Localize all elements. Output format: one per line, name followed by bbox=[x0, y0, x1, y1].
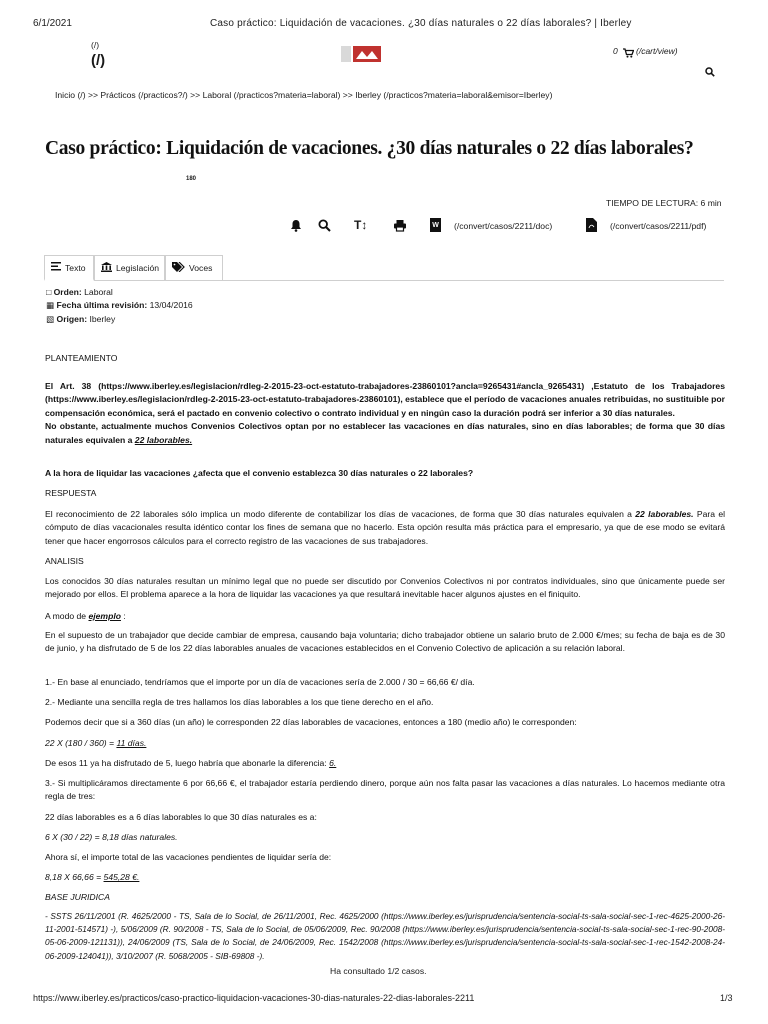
tab-texto[interactable] bbox=[44, 255, 94, 281]
analisis-text: Los conocidos 30 días naturales resultan un mínimo legal que no puede ser discutido por Convenios Colectivos ni por contratos individuales, sino que únicamente puede ser mejorado por ellos. El problema aparece a la hora de liquidar las vacaciones ya que resultará inevitable hacer algunos ajustes en el finiquito. bbox=[45, 576, 725, 600]
view-count: 180 bbox=[186, 176, 197, 182]
planteamiento-p2: No obstante, actualmente muchos Convenios Colectivos optan por no establecer las vacaciones en días naturales, sino en días laborables; de forma que 30 días naturales equivalen a bbox=[45, 421, 725, 445]
tags-icon bbox=[172, 262, 185, 274]
step-2-detail: Podemos decir que si a 360 días (un año) le corresponden 22 días laborables de vacaciones, entonces a 180 (medio año) le corresponden: bbox=[45, 717, 577, 727]
fecha-label: Fecha última revisión: bbox=[56, 300, 148, 310]
step-2: 2.- Mediante una sencilla regla de tres hallamos los días laborables a los que tiene derecho en el año. bbox=[45, 697, 434, 707]
cart-count: 0 bbox=[613, 46, 618, 56]
tab-voces[interactable] bbox=[165, 255, 223, 281]
page-title: Caso práctico: Liquidación de vacaciones. ¿30 días naturales o 22 días laborales? bbox=[45, 138, 694, 159]
print-footer-url: https://www.iberley.es/practicos/caso-practico-liquidacion-vacaciones-30-dias-naturales-22-dias-laborales-2211 bbox=[33, 993, 475, 1003]
print-page-number: 1/3 bbox=[720, 993, 733, 1003]
doc-download-link[interactable]: (/convert/casos/2211/doc) bbox=[454, 221, 553, 231]
building-icon: ▧ bbox=[46, 314, 55, 324]
ejemplo-colon: : bbox=[123, 611, 126, 621]
meta-origen bbox=[46, 314, 115, 325]
origen-label: Origen: bbox=[56, 314, 88, 324]
respuesta-text bbox=[45, 508, 725, 548]
formula-3-expr: 8,18 X 66,66 = bbox=[45, 872, 102, 882]
formula-1-result: 11 días. bbox=[116, 738, 147, 748]
fecha-value: 13/04/2016 bbox=[149, 300, 193, 310]
orden-value: Laboral bbox=[84, 287, 113, 297]
question: A la hora de liquidar las vacaciones ¿afecta que el convenio establezca 30 días naturales o 22 laborales? bbox=[45, 468, 474, 478]
home-logo-link[interactable]: (/) bbox=[91, 52, 106, 69]
respuesta-emphasis: 22 laborables. bbox=[635, 509, 694, 519]
tab-label: Texto bbox=[65, 262, 86, 273]
orden-label: Orden: bbox=[53, 287, 82, 297]
reading-time: TIEMPO DE LECTURA: 6 min bbox=[606, 198, 722, 208]
ejemplo-text: En el supuesto de un trabajador que decide cambiar de empresa, causando baja voluntaria; dicho trabajador obtiene un salario bruto de 2.000 €/mes; su fecha de baja es de 30 de junio, y ha disfrutado de 5 de los 22 días laborables anuales de vacaciones establecidos en el Convenio Colectivo de aplicación a su relación laboral. bbox=[45, 630, 725, 654]
tab-label: Voces bbox=[189, 263, 213, 273]
origen-value: Iberley bbox=[89, 314, 116, 324]
meta-orden bbox=[46, 287, 113, 297]
brand-logo-icon bbox=[353, 46, 381, 62]
planteamiento-p1: El Art. 38 (https://www.iberley.es/legislacion/rdleg-2-2015-23-oct-estatuto-trabajadores-23860101?ancla=9265431#ancla_9265431) ,Estatuto de los Trabajadores (https://www.iberley.es/legislacion/rdleg-2-2015-23-oct-estatuto-trabajadores-23860101), establece que el período de vacaciones anuales retribuidas, no sustituible por compensación económica, será el pactado en convenio colectivo o contrato individual y en ningún caso la duración podrá ser inferior a 30 días naturales. bbox=[45, 381, 725, 418]
planteamiento-text bbox=[45, 380, 725, 447]
cart-icon[interactable] bbox=[623, 45, 634, 63]
search-text-icon[interactable] bbox=[318, 219, 331, 237]
ejemplo-intro bbox=[45, 610, 725, 623]
print-date: 6/1/2021 bbox=[33, 18, 72, 29]
print-doc-title: Caso práctico: Liquidación de vacaciones. ¿30 días naturales o 22 días laborales? | Iberley bbox=[210, 18, 632, 29]
formula-1-expr: 22 X (180 / 360) = bbox=[45, 738, 115, 748]
home-link-small[interactable]: (/) bbox=[91, 40, 100, 50]
breadcrumb[interactable]: Inicio (/) >> Prácticos (/practicos?/) >> Laboral (/practicos?materia=laboral) >> Iberley (/practicos?materia=laboral&emisor=Iberley) bbox=[55, 90, 553, 100]
font-size-icon[interactable]: T↕ bbox=[354, 218, 368, 232]
respuesta-b: Para el cómputo de días vacacionales resulta idéntico contar los fines de semana que no hacerlo. Esta opción resulta más práctica para el empresario, ya que de ese modo se evitará tener que hacer engorrosos cálculos para el correcto registro de las vacaciones de sus trabajadores. bbox=[45, 509, 726, 546]
ejemplo-word: ejemplo bbox=[88, 611, 121, 621]
diff-result: 6. bbox=[329, 758, 337, 768]
formula-1 bbox=[45, 737, 725, 750]
meta-fecha bbox=[46, 300, 193, 311]
formula-3-result: 545,28 €. bbox=[103, 872, 140, 882]
tab-legislacion[interactable] bbox=[94, 255, 165, 281]
section-planteamiento: PLANTEAMIENTO bbox=[45, 353, 118, 363]
planteamiento-emphasis: 22 laborables. bbox=[134, 434, 193, 445]
section-analisis: ANALISIS bbox=[45, 556, 84, 566]
step-3: 3.- Si multiplicáramos directamente 6 por 66,66 €, el trabajador estaría perdiendo dinero, porque aún nos falta pasar las vacaciones a días naturales. Lo hacemos mediante otra regla de tres: bbox=[45, 778, 725, 802]
word-doc-icon[interactable]: W bbox=[430, 218, 441, 232]
step-1: 1.- En base al enunciado, tendríamos que el importe por un día de vacaciones sería de 2.000 / 30 = 66,66 €/ día. bbox=[45, 677, 475, 687]
pdf-icon[interactable] bbox=[586, 218, 597, 237]
print-icon[interactable] bbox=[393, 219, 407, 237]
formula-3 bbox=[45, 871, 725, 884]
list-icon bbox=[51, 262, 61, 273]
institution-icon bbox=[101, 262, 112, 274]
step-2-diff bbox=[45, 757, 725, 770]
diff-text: De esos 11 ya ha disfrutado de 5, luego habría que abonarle la diferencia: bbox=[45, 758, 327, 768]
ejemplo-prefix: A modo de bbox=[45, 611, 87, 621]
search-icon[interactable] bbox=[705, 64, 715, 82]
cart-link[interactable]: (/cart/view) bbox=[636, 46, 678, 56]
pdf-download-link[interactable]: (/convert/casos/2211/pdf) bbox=[610, 221, 707, 231]
comment-icon: □ bbox=[46, 287, 52, 297]
section-respuesta: RESPUESTA bbox=[45, 488, 97, 498]
formula-2: 6 X (30 / 22) = 8,18 días naturales. bbox=[45, 832, 178, 842]
step-3-detail: 22 días laborables es a 6 días laborables lo que 30 días naturales es a: bbox=[45, 812, 317, 822]
bell-icon[interactable] bbox=[290, 219, 302, 237]
base-juridica-text[interactable]: - SSTS 26/11/2001 (R. 4625/2000 - TS, Sala de lo Social, de 26/11/2001, Rec. 4625/2000 (https://www.iberley.es/jurisprudencia/sentencia-social-ts-sala-social-sec-1-rec-4625-2000-26-11-2001-514571) -), 5/06/2009 (R. 90/2008 - TS, Sala de lo Social, de 05/06/2009, Rec. 90/2008 (https://www.iberley.es/jurisprudencia/sentencia-social-ts-sala-social-sec-1-rec-90-2008-05-06-2009-121131)), 24/06/2009 (TS, Sala de lo Social, de 24/06/2009, Rec. 1542/2008 (https://www.iberley.es/jurisprudencia/sentencia-social-ts-sala-social-sec-1-rec-1542-2008-24-06-2009-124041)), 3/10/2007 (R. 5068/2005 - SIB-69808 -). bbox=[45, 911, 725, 961]
logo-placeholder-icon bbox=[341, 46, 351, 62]
consulted-notice: Ha consultado 1/2 casos. bbox=[330, 966, 427, 976]
step-3-total: Ahora sí, el importe total de las vacaciones pendientes de liquidar sería de: bbox=[45, 852, 332, 862]
section-base-juridica: BASE JURIDICA bbox=[45, 892, 110, 902]
tab-label: Legislación bbox=[116, 263, 159, 273]
calendar-icon: ▦ bbox=[46, 300, 55, 310]
respuesta-a: El reconocimiento de 22 laborales sólo implica un modo diferente de contabilizar los días de vacaciones, de forma que 30 días naturales equivalen a bbox=[45, 509, 632, 519]
